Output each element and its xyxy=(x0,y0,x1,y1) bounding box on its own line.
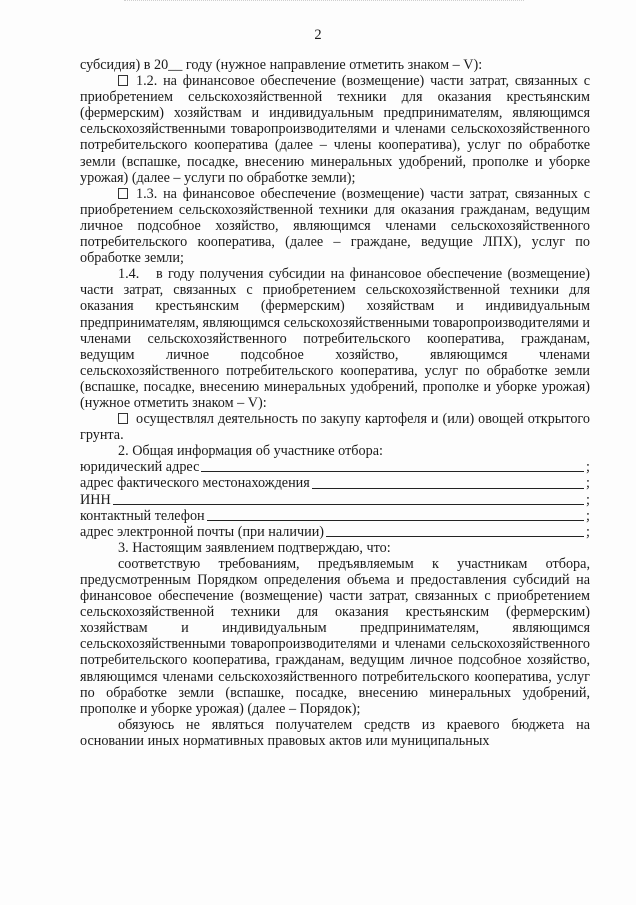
field-terminator: ; xyxy=(586,523,590,540)
paragraph-1-3 xyxy=(80,186,590,266)
checkbox-1-3[interactable] xyxy=(118,188,128,199)
legal-address-label: юридический адрес xyxy=(80,459,200,476)
paragraph-1-4-text: в году получения субсидии на финансовое обеспечение (возмещение) части затрат, связанных с приобретением сельскохозяйственной техники для оказания крестьянским (фермерским) хозяйствам и индивидуальным предпринимателям, являющимся сельскохозяйственными товаропроизводителями и членами сельскохозяйственного потребительского кооператива, гражданам, ведущим личное подсобное хозяйство, являющимся членами сельскохозяйственного потребительского кооператива, услуг по обработке земли (вспашке, посадке, внесению минеральных удобрений, прополке и уборке урожая) (нужное отметить знаком – V): xyxy=(80,266,590,411)
email-input-line[interactable] xyxy=(326,535,584,537)
section-3-compliance: соответствую требованиям, предъявляемым к участникам отбора, предусмотренным Порядком определения объема и предоставления субсидий на финансовое обеспечение (возмещение) части затрат, связанных с приобретением сельскохозяйственной техники для оказания крестьянским (фермерским) хозяйствам и индивидуальным предпринимателям, являющимся сельскохозяйственными товаропроизводителями и членами сельскохозяйственного потребительского кооператива, гражданам, ведущим личное подсобное хозяйство, являющимся членами сельскохозяйственного потребительского кооператива, услуг по обработке земли (вспашке, посадке, внесению минеральных удобрений, прополке и уборке урожая) (далее – Порядок); xyxy=(80,555,590,717)
inn-label: ИНН xyxy=(80,491,111,508)
inn-field xyxy=(80,492,590,508)
checkbox-1-2[interactable] xyxy=(118,75,128,86)
paragraph-intro: субсидия) в 20__ году (нужное направление отметить знаком – V): xyxy=(80,57,483,73)
email-field xyxy=(80,524,590,540)
field-terminator: ; xyxy=(586,475,590,492)
section-3-heading: 3. Настоящим заявлением подтверждаю, что: xyxy=(118,539,391,556)
section-2-heading: 2. Общая информация об участнике отбора: xyxy=(118,443,383,460)
actual-address-input-line[interactable] xyxy=(312,487,584,489)
scan-top-edge xyxy=(124,0,524,5)
field-terminator: ; xyxy=(586,491,590,508)
paragraph-1-4-number: 1.4. xyxy=(118,266,140,283)
legal-address-field xyxy=(80,459,590,475)
paragraph-1-4-option xyxy=(80,411,590,443)
checkbox-procurement[interactable] xyxy=(118,413,128,424)
field-terminator: ; xyxy=(586,507,590,524)
legal-address-input-line[interactable] xyxy=(201,470,584,472)
paragraph-1-4-option-text: осуществлял деятельность по закупу картофеля и (или) овощей открытого грунта. xyxy=(80,411,590,444)
document-body xyxy=(80,57,590,749)
inn-input-line[interactable] xyxy=(113,503,584,505)
field-terminator: ; xyxy=(586,459,590,476)
paragraph-1-4 xyxy=(80,266,590,411)
page-number: 2 xyxy=(314,27,322,43)
actual-address-field xyxy=(80,475,590,491)
phone-input-line[interactable] xyxy=(207,519,584,521)
actual-address-label: адрес фактического местонахождения xyxy=(80,475,310,492)
paragraph-1-2 xyxy=(80,73,590,186)
paragraph-1-3-text: 1.3. на финансовое обеспечение (возмещение) части затрат, связанных с приобретением сельскохозяйственной техники для оказания гражданам, ведущим личное подсобное хозяйство, являющимся членами сельскохозяйственного потребительского кооператива, (далее – граждане, ведущие ЛПХ), услуг по обработке земли; xyxy=(80,185,590,267)
phone-field xyxy=(80,508,590,524)
paragraph-1-2-text: 1.2. на финансовое обеспечение (возмещение) части затрат, связанных с приобретением сельскохозяйственной техники для оказания крестьянским (фермерским) хозяйствам и индивидуальным предпринимателям, являющимся сельскохозяйственными товаропроизводителями и членами сельскохозяйственного потребительского кооператива (далее – члены кооператива), услуг по обработке земли (вспашке, посадке, внесению минеральных удобрений, прополке и уборке урожая) (далее – услуги по обработке земли); xyxy=(80,73,590,186)
email-label: адрес электронной почты (при наличии) xyxy=(80,523,325,540)
section-3-obligation: обязуюсь не являться получателем средств из краевого бюджета на основании иных нормативных правовых актов или муниципальных xyxy=(80,716,590,749)
phone-label: контактный телефон xyxy=(80,507,205,524)
